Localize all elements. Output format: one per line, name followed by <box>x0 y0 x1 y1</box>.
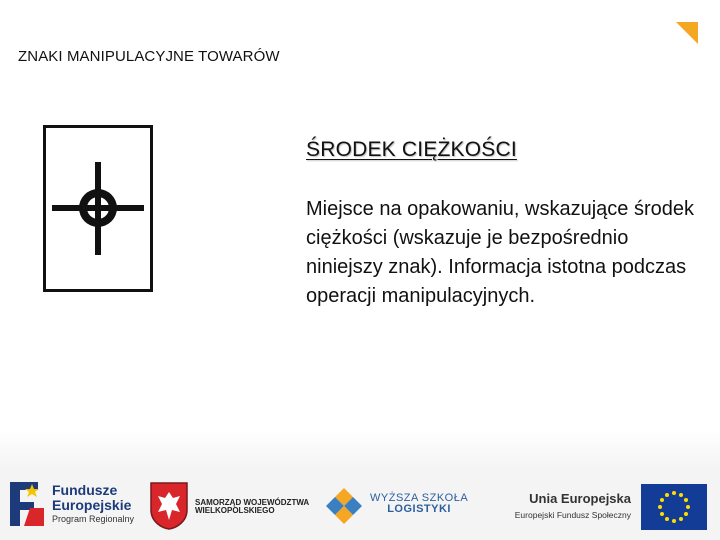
corner-triangle-icon <box>676 22 698 44</box>
unia-europejska-logo <box>486 470 716 540</box>
wsl-emblem-icon <box>326 488 362 524</box>
samorzad-line1: SAMORZĄD WOJEWÓDZTWA <box>195 498 310 507</box>
fe-line1: Fundusze <box>52 482 118 498</box>
sign-title: ŚRODEK CIĘŻKOŚCI <box>306 138 517 161</box>
coat-of-arms-icon <box>150 482 188 530</box>
footer-fade <box>0 430 720 470</box>
fe-star-icon <box>10 478 46 530</box>
sign-description: Miejsce na opakowaniu, wskazujące środek ciężkości (wskazuje je bezpośrednio niniejszy znak). Informacja istotna podczas operacji manipulacyjnych. <box>306 198 694 307</box>
wsl-logo <box>326 470 486 540</box>
footer-logo-bar <box>0 470 720 540</box>
wsl-line1: WYŻSZA SZKOŁA <box>370 492 469 504</box>
wsl-line2: LOGISTYKI <box>387 503 451 515</box>
center-of-gravity-icon <box>46 128 150 289</box>
ue-line2: Europejski Fundusz Społeczny <box>514 509 631 520</box>
slide-header: ZNAKI MANIPULACYJNE TOWARÓW <box>18 48 280 65</box>
eu-flag-icon <box>641 484 707 530</box>
handling-sign <box>43 125 153 292</box>
samorzad-line2: WIELKOPOLSKIEGO <box>195 506 275 516</box>
fe-line2: Europejskie <box>52 496 132 513</box>
ue-line1: Unia Europejska <box>529 491 631 506</box>
fe-line3: Program Regionalny <box>52 514 135 525</box>
fundusze-europejskie-logo <box>10 470 145 540</box>
samorzad-logo <box>150 470 325 540</box>
